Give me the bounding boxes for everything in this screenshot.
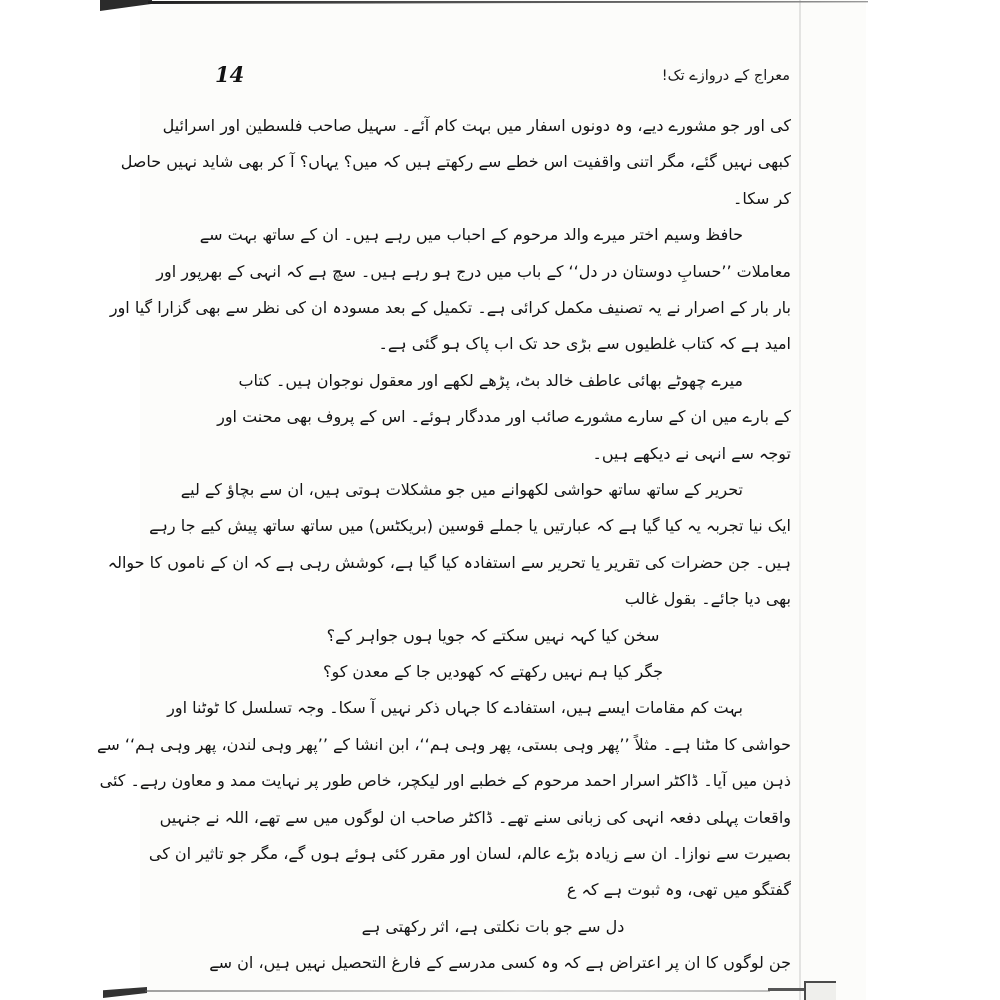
text-line: توجہ سے انہی نے دیکھے ہیں۔ [592,443,791,463]
text-line: ایک نیا تجربہ یہ کیا گیا ہے کہ عبارتیں یا جملے قوسین (بریکٹس) میں ساتھ ساتھ پیش کیے جا رہے [149,516,791,536]
text-line: بصیرت سے نوازا۔ ان سے زیادہ بڑے عالم، لسان اور مقرر کئی ہوئے ہوں گے، مگر جو تاثیر ان کی [148,844,791,863]
page-number: 14 [215,62,245,87]
text-line: کی اور جو مشورے دیے، وہ دونوں اسفار میں بہت کام آئے۔ سہیل صاحب فلسطین اور اسرائیل [162,116,791,135]
text-line: امید ہے کہ کتاب غلطیوں سے بڑی حد تک اب پاک ہو گئی ہے۔ [378,334,791,354]
text-line: جن لوگوں کا ان پر اعتراض ہے کہ وہ کسی مدرسے کے فارغ التحصیل نہیں ہیں، ان سے [209,953,791,973]
text-line: سخن کیا کہہ نہیں سکتے کہ جویا ہوں جواہر کے؟ [326,625,660,645]
text-line: حافظ وسیم اختر میرے والد مرحوم کے احباب میں رہے ہیں۔ ان کے ساتھ بہت سے [199,225,743,245]
text-line: کر سکا۔ [732,188,791,208]
text-line: بہت کم مقامات ایسے ہیں، استفادے کا جہاں ذکر نہیں آ سکا۔ وجہ تسلسل کا ٹوٹنا اور [167,698,743,718]
text-line: حواشی کا مٹنا ہے۔ مثلاً ’’پھر وہی بستی، پھر وہی ہم‘‘، ابن انشا کے ’’پھر وہی لندن، پھر وہی ہم‘‘ سے [97,734,791,754]
text-line: کے بارے میں ان کے سارے مشورے صائب اور مددگار ہوئے۔ اس کے پروف بھی محنت اور [217,407,791,427]
text-line: دل سے جو بات نکلتی ہے، اثر رکھتی ہے [361,916,625,936]
text-line: تحریر کے ساتھ ساتھ حواشی لکھوانے میں جو مشکلات ہوتی ہیں، ان سے بچاؤ کے لیے [180,480,743,499]
text-line: کبھی نہیں گئے، مگر اتنی واقفیت اس خطے سے رکھتے ہیں کہ میں؟ یہاں؟ آ کر بھی شاید نہیں حاصل [120,152,791,172]
text-line: ہیں۔ جن حضرات کی تقریر یا تحریر سے استفادہ کیا گیا ہے، کوشش رہی ہے کہ ان کے ناموں کا حوالہ [107,552,791,572]
text-line: جگر کیا ہم نہیں رکھتے کہ کھودیں جا کے معدن کو؟ [322,662,664,681]
text-line: میرے چھوٹے بھائی عاطف خالد بٹ، پڑھے لکھے اور معقول نوجوان ہیں۔ کتاب [238,370,743,390]
running-header: معراج کے دروازے تک! [661,68,790,84]
text-line: واقعات پہلی دفعہ انہی کی زبانی سنے تھے۔ ڈاکٹر صاحب ان لوگوں میں سے تھے، اللہ نے جنہیں [159,807,791,827]
text-line: ذہن میں آیا۔ ڈاکٹر اسرار احمد مرحوم کے خطبے اور لیکچر، خاص طور پر نہایت ممد و معاون رہے۔ کئی [99,771,791,791]
text-line: گفتگو میں تھی، وہ ثبوت ہے کہ ع [566,880,791,900]
text-line: معاملات ’’حسابِ دوستان در دل‘‘ کے باب میں درج ہو رہے ہیں۔ سچ ہے کہ انہی کے بھرپور اور [156,261,791,281]
text-line: بھی دیا جائے۔ بقول غالب [624,589,791,609]
text-line: بار بار کے اصرار نے یہ تصنیف مکمل کرائی ہے۔ تکمیل کے بعد مسودہ ان کی نظر سے بھی گزارا گیا اور [109,298,791,317]
